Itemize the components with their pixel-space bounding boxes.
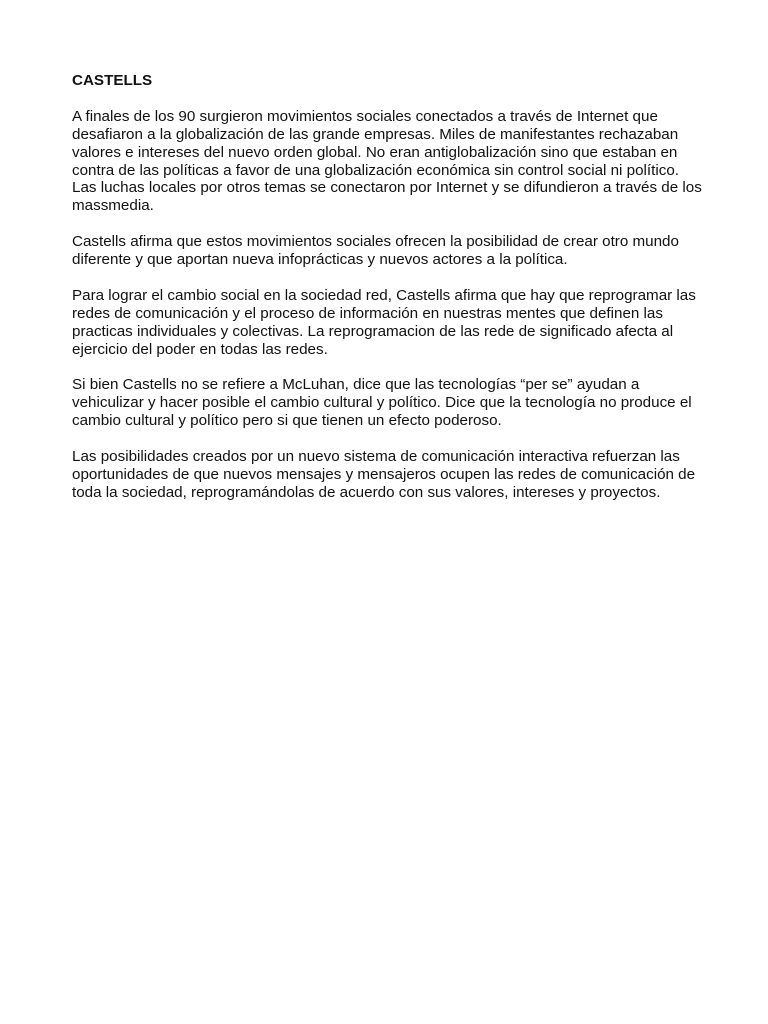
document-title: CASTELLS [72,72,153,89]
paragraph-line: Las posibilidades creados por un nuevo sistema de comunicación interactiva refuerzan las [72,447,680,465]
paragraph-line: toda la sociedad, reprogramándolas de acuerdo con sus valores, intereses y proyectos. [72,483,661,501]
paragraph-line: desafiaron a la globalización de las grande empresas. Miles de manifestantes rechazaban [72,125,679,143]
document-page [72,72,702,520]
paragraph-line: A finales de los 90 surgieron movimientos sociales conectados a través de Internet que [72,107,658,125]
paragraph-2 [72,233,702,269]
paragraph-line: oportunidades de que nuevos mensajes y mensajeros ocupen las redes de comunicación de [72,465,696,483]
paragraph-line: Castells afirma que estos movimientos sociales ofrecen la posibilidad de crear otro mundo [72,233,679,251]
paragraph-line: Las luchas locales por otros temas se conectaron por Internet y se difundieron a través de los [72,179,702,197]
paragraph-line: practicas individuales y colectivas. La reprogramacion de las rede de significado afecta al [72,322,674,340]
paragraph-4 [72,376,702,430]
paragraph-line: diferente y que aportan nueva infoprácticas y nuevos actores a la política. [72,251,568,269]
paragraph-3 [72,287,702,359]
paragraph-line: cambio cultural y político pero si que tienen un efecto poderoso. [72,412,502,430]
paragraph-5 [72,448,702,502]
paragraph-line: valores e intereses del nuevo orden global. No eran antiglobalización sino que estaban en [72,143,678,161]
paragraph-line: Para lograr el cambio social en la sociedad red, Castells afirma que hay que reprogramar las [72,286,696,304]
paragraph-line: ejercicio del poder en todas las redes. [72,340,328,358]
paragraph-line: Si bien Castells no se refiere a McLuhan, dice que las tecnologías “per se” ayudan a [72,376,640,394]
paragraph-line: redes de comunicación y el proceso de información en nuestras mentes que definen las [72,304,663,322]
paragraph-line: massmedia. [72,197,154,215]
paragraph-line: contra de las políticas a favor de una globalización económica sin control social ni político. [72,161,679,179]
paragraph-line: vehiculizar y hacer posible el cambio cultural y político. Dice que la tecnología no produce el [72,394,692,412]
paragraph-1 [72,108,702,215]
